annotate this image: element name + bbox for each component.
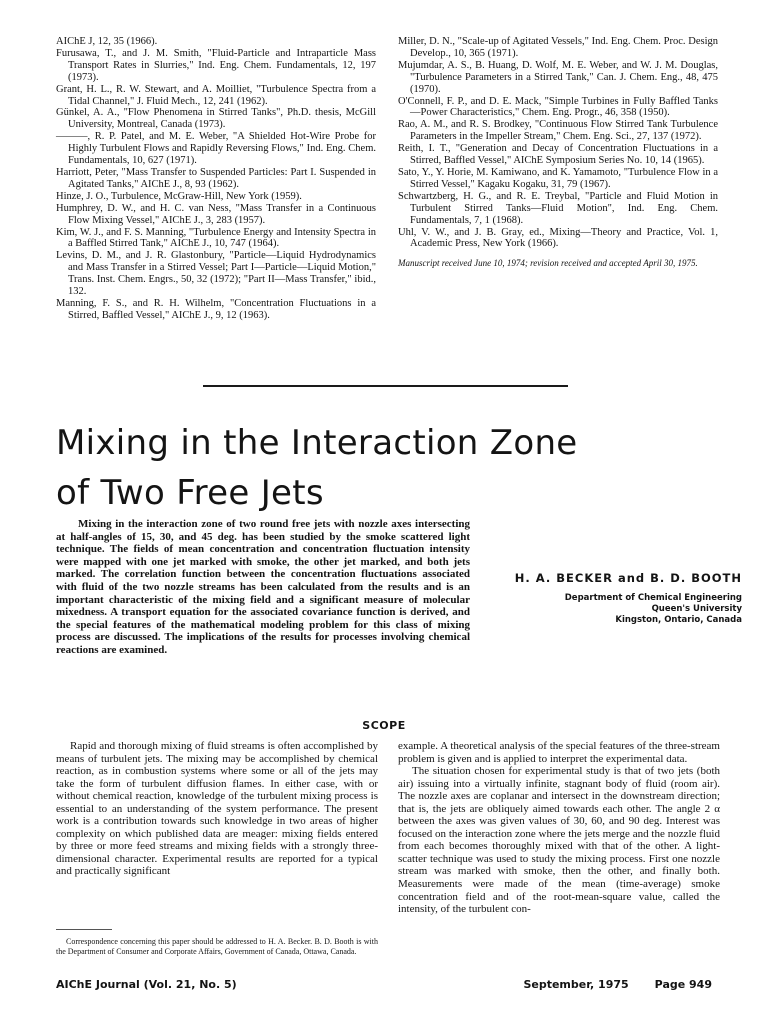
scope-paragraph: The situation chosen for experimental study is that of two jets (both air) issuing into a virtually infinite, stagnant body of fluid (room air). The nozzle axes are coplanar and intersect in the downstream direction; that is, the jets are obliquely aimed towards each other. The angle 2 α between the axes was given values of 30, 60, and 90 deg. Interest was focused on the interaction zone where the jets merge and the nozzle fluid from each becomes thoroughly mixed with that of the other. A light-scatter technique was used to study the mixing process. First one nozzle stream was marked with smoke, then the other, and finally both. Measurements were made of the mean (time-average) smoke concentration field and of the root-mean-square value, called the intensity, of the turbulent con- [398,765,720,916]
section-divider [203,385,568,387]
scope-right-column [398,740,720,916]
references-right-column [398,36,718,269]
affiliation-university: Queen's University [651,604,742,615]
author-block [482,571,742,627]
scope-paragraph: Rapid and thorough mixing of fluid streams is often accomplished by means of turbulent jets. The mixing may be accomplished by chemical reaction, as in combustion systems where some or all of the jets may take the form of turbulent diffusion flames. In either case, with or without chemical reaction, knowledge of the turbulent mixing process is essential to an understanding of the system performance. The present work is a contribution towards such knowledge in two areas of higher complexity on which published data are meager: mixing fields entered by three or more feed streams and mixing fields with a strongly three-dimensional character. Experimental results are reported for a typical and practically significant [56,740,378,878]
reference-entry: Schwartzberg, H. G., and R. E. Treybal, "Particle and Fluid Motion in Turbulent Stirred Tanks—Fluid Motion", Ind. Eng. Chem. Fundamentals, 7, 1 (1968). [398,190,718,226]
footnote-rule [56,929,112,930]
article-title-line-2: of Two Free Jets [56,473,324,513]
scope-heading: SCOPE [362,719,406,732]
reference-entry: Grant, H. L., R. W. Stewart, and A. Moilliet, "Turbulence Spectra from a Tidal Channel," J. Fluid Mech., 12, 241 (1962). [56,83,376,107]
abstract: Mixing in the interaction zone of two round free jets with nozzle axes intersecting at half-angles of 15, 30, and 45 deg. has been studied by the smoke scattered light technique. The fields of mean concentration and concentration fluctuation intensity were mapped with one jet marked with smoke, the other jet marked, and both jets marked. The correlation function between the concentration fluctuations associated with fluid of the two nozzle streams has been calculated from the results and is an important characteristic of the mixing field and a significant measure of molecular mixedness. A transport equation for the associated covariance function is derived, and the special features of the mathematical modeling problem for this class of mixing process are discussed. The implications of the results for processes involving chemical reactions are examined. [56,518,470,656]
reference-entry: Miller, D. N., "Scale-up of Agitated Vessels," Ind. Eng. Chem. Proc. Design Develop., 10, 365 (1971). [398,36,718,59]
article-title [56,418,616,518]
reference-entry: Mujumdar, A. S., B. Huang, D. Wolf, M. E. Weber, and W. J. M. Douglas, "Turbulence Parameters in a Stirred Tank," Can. J. Chem. Eng., 48, 475 (1970). [398,59,718,95]
footer-date-page [523,978,712,991]
affiliation-location: Kingston, Ontario, Canada [615,615,742,626]
reference-entry: AIChE J, 12, 35 (1966). [56,36,158,47]
reference-entry: O'Connell, F. P., and D. E. Mack, "Simple Turbines in Fully Baffled Tanks—Power Characteristics," Chem. Eng. Progr., 46, 358 (1950). [398,95,718,119]
reference-entry: Sato, Y., Y. Horie, M. Kamiwano, and K. Yamamoto, "Turbulence Flow in a Stirred Vessel," Kagaku Kogaku, 31, 79 (1967). [398,166,718,190]
author-names: H. A. BECKER and B. D. BOOTH [514,571,742,585]
references-left-column [56,36,376,322]
scope-left-column [56,740,378,878]
reference-entry: Rao, A. M., and R. S. Brodkey, "Continuous Flow Stirred Tank Turbulence Parameters in the Impeller Stream," Chem. Eng. Sci., 27, 137 (1972). [398,119,718,143]
reference-entry: Kim, W. J., and F. S. Manning, "Turbulence Energy and Intensity Spectra in a Baffled Stirred Tank," AIChE J., 10, 747 (1964). [56,226,376,250]
reference-entry: Uhl, V. W., and J. B. Gray, ed., Mixing—Theory and Practice, Vol. 1, Academic Press, New York (1966). [398,226,718,250]
reference-entry: Furusawa, T., and J. M. Smith, "Fluid-Particle and Intraparticle Mass Transport Rates in Slurries," Ind. Eng. Chem. Fundamentals, 12, 197 (1973). [56,47,376,83]
reference-entry: Manning, F. S., and R. H. Wilhelm, "Concentration Fluctuations in a Stirred, Baffled Vessel," AIChE J., 9, 12 (1963). [56,297,376,321]
reference-entry: Levins, D. M., and J. R. Glastonbury, "Particle—Liquid Hydrodynamics and Mass Transfer in a Stirred Vessel; Part I—Particle—Liquid Motion," Trans. Inst. Chem. Engrs., 50, 32 (1972); "Part II—Mass Transfer," ibid., 132. [56,250,376,298]
footer-journal: AIChE Journal (Vol. 21, No. 5) [56,978,237,991]
reference-entry: Harriott, Peter, "Mass Transfer to Suspended Particles: Part I. Suspended in Agitated Tanks," AIChE J., 8, 93 (1962). [56,166,376,190]
reference-entry: Reith, I. T., "Generation and Decay of Concentration Fluctuations in a Stirred, Baffled Vessel," AIChE Symposium Series No. 10, 14 (1965). [398,143,718,167]
scope-paragraph: example. A theoretical analysis of the special features of the three-stream problem is given and is applied to interpret the experimental data. [398,740,720,765]
article-title-line-1: Mixing in the Interaction Zone [56,423,578,463]
affiliation-department: Department of Chemical Engineering [564,593,742,603]
reference-entry: Hinze, J. O., Turbulence, McGraw-Hill, New York (1959). [56,190,302,202]
reference-entry: ———, R. P. Patel, and M. E. Weber, "A Shielded Hot-Wire Probe for Highly Turbulent Flows and Rapidly Reversing Flows," Ind. Eng. Chem. Fundamentals, 10, 627 (1971). [56,131,376,167]
footer-date: September, 1975 [523,978,629,991]
correspondence-footnote: Correspondence concerning this paper should be addressed to H. A. Becker. B. D. Booth is with the Department of Consumer and Corporate Affairs, Government of Canada, Ottawa, Canada. [56,937,378,956]
manuscript-received-note: Manuscript received June 10, 1974; revision received and accepted April 30, 1975. [398,258,698,269]
reference-entry: Humphrey, D. W., and H. C. van Ness, "Mass Transfer in a Continuous Flow Mixing Vessel," AIChE J., 3, 283 (1957). [56,202,376,226]
reference-entry: Günkel, A. A., "Flow Phenomena in Stirred Tanks", Ph.D. thesis, McGill University, Montreal, Canada (1973). [56,107,376,131]
footer-page-number: Page 949 [654,978,712,991]
